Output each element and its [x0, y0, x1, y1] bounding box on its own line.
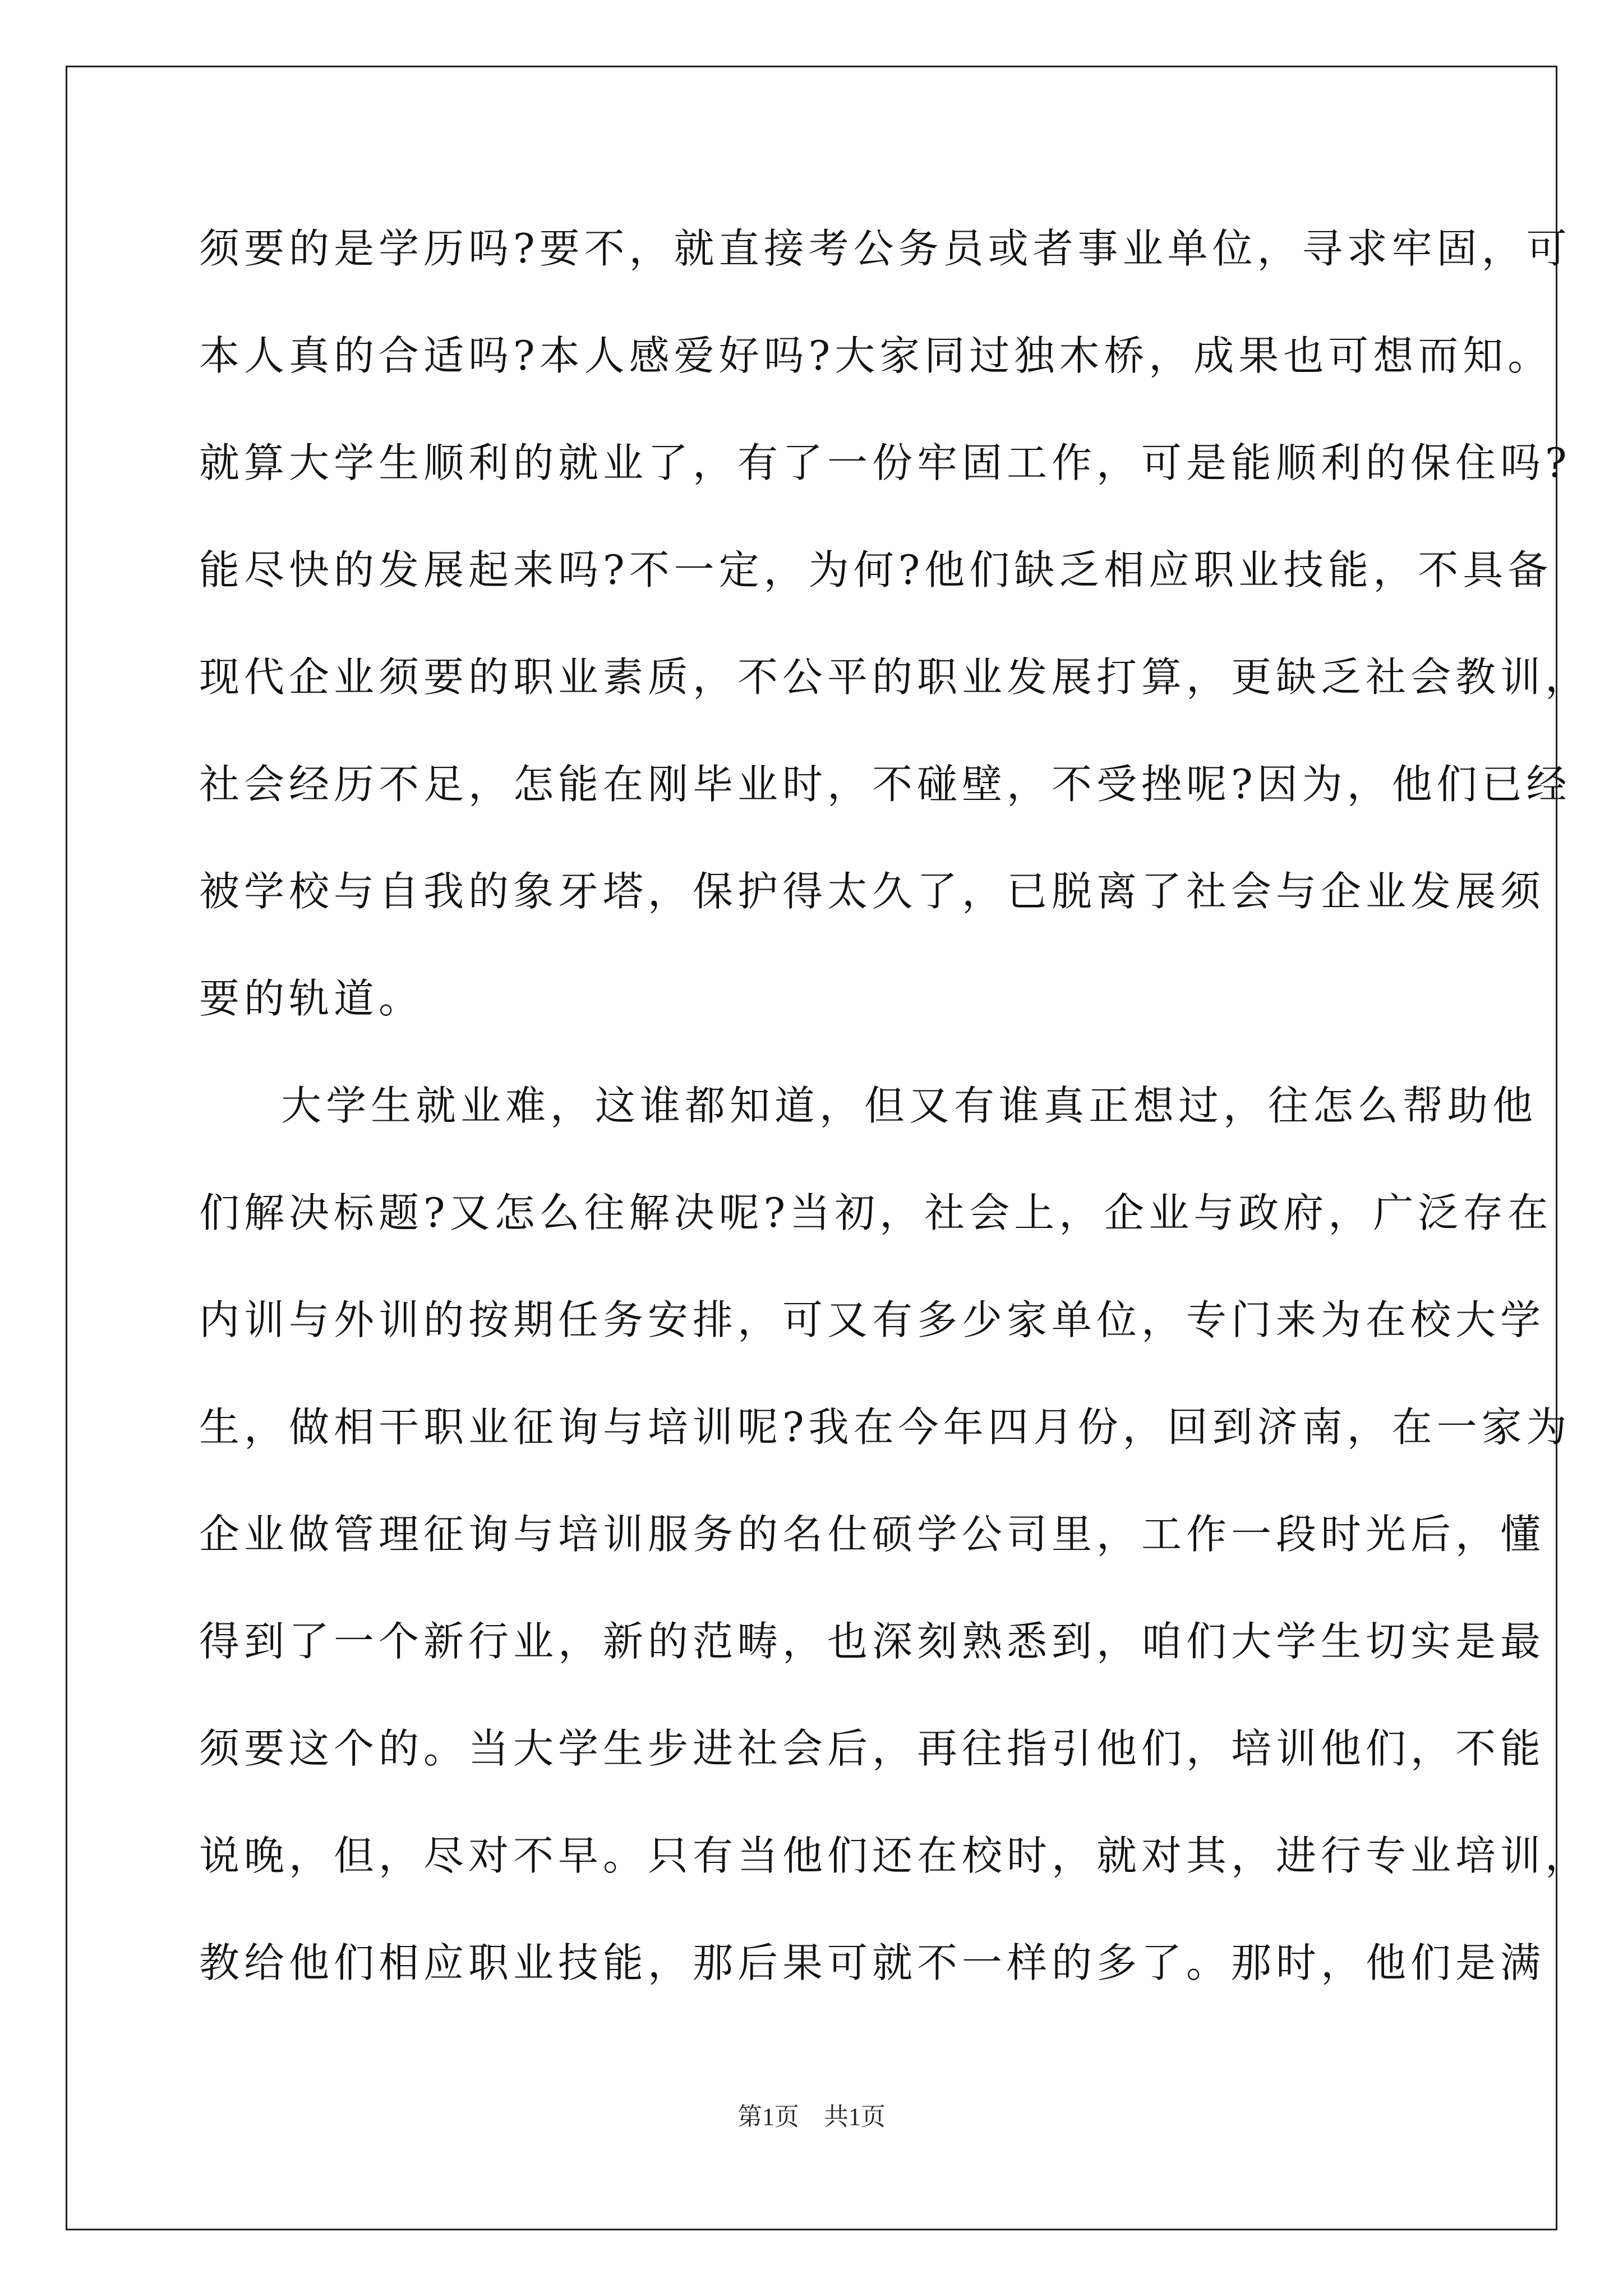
text-line: 现代企业须要的职业素质，不公平的职业发展打算，更缺乏社会教训， [199, 654, 1590, 701]
document-body [199, 218, 1590, 2039]
paragraph-first-line: 大学生就业难，这谁都知道，但又有谁真正想过，往怎么帮助他 [281, 1082, 1538, 1129]
text-line: 被学校与自我的象牙塔，保护得太久了，已脱离了社会与企业发展须 [199, 868, 1546, 915]
text-line: 须要这个的。当大学生步进社会后，再往指引他们，培训他们，不能 [199, 1725, 1546, 1772]
text-line: 企业做管理征询与培训服务的名仕硕学公司里，工作一段时光后，懂 [199, 1511, 1546, 1558]
text-line: 要的轨道。 [199, 975, 424, 1022]
text-line: 本人真的合适吗?本人感爱好吗?大家同过独木桥，成果也可想而知。 [199, 332, 1553, 379]
text-line: 能尽快的发展起来吗?不一定，为何?他们缺乏相应职业技能，不具备 [199, 546, 1553, 593]
text-line: 教给他们相应职业技能，那后果可就不一样的多了。那时，他们是满 [199, 1939, 1546, 1986]
text-line: 内训与外训的按期任务安排，可又有多少家单位，专门来为在校大学 [199, 1296, 1546, 1343]
text-line: 得到了一个新行业，新的范畴，也深刻熟悉到，咱们大学生切实是最 [199, 1618, 1546, 1665]
text-line: 须要的是学历吗?要不，就直接考公务员或者事业单位，寻求牢固，可 [199, 225, 1571, 272]
text-line: 就算大学生顺利的就业了，有了一份牢固工作，可是能顺利的保住吗? [199, 439, 1571, 486]
text-line: 生，做相干职业征询与培训呢?我在今年四月份，回到济南，在一家为 [199, 1404, 1571, 1451]
page-number-footer: 第1页 共1页 [737, 2103, 886, 2131]
text-line: 社会经历不足，怎能在刚毕业时，不碰壁，不受挫呢?因为，他们已经 [199, 761, 1571, 808]
text-line: 说晚，但，尽对不早。只有当他们还在校时，就对其，进行专业培训， [199, 1832, 1590, 1879]
text-line: 们解决标题?又怎么往解决呢?当初，社会上，企业与政府，广泛存在 [199, 1189, 1553, 1236]
